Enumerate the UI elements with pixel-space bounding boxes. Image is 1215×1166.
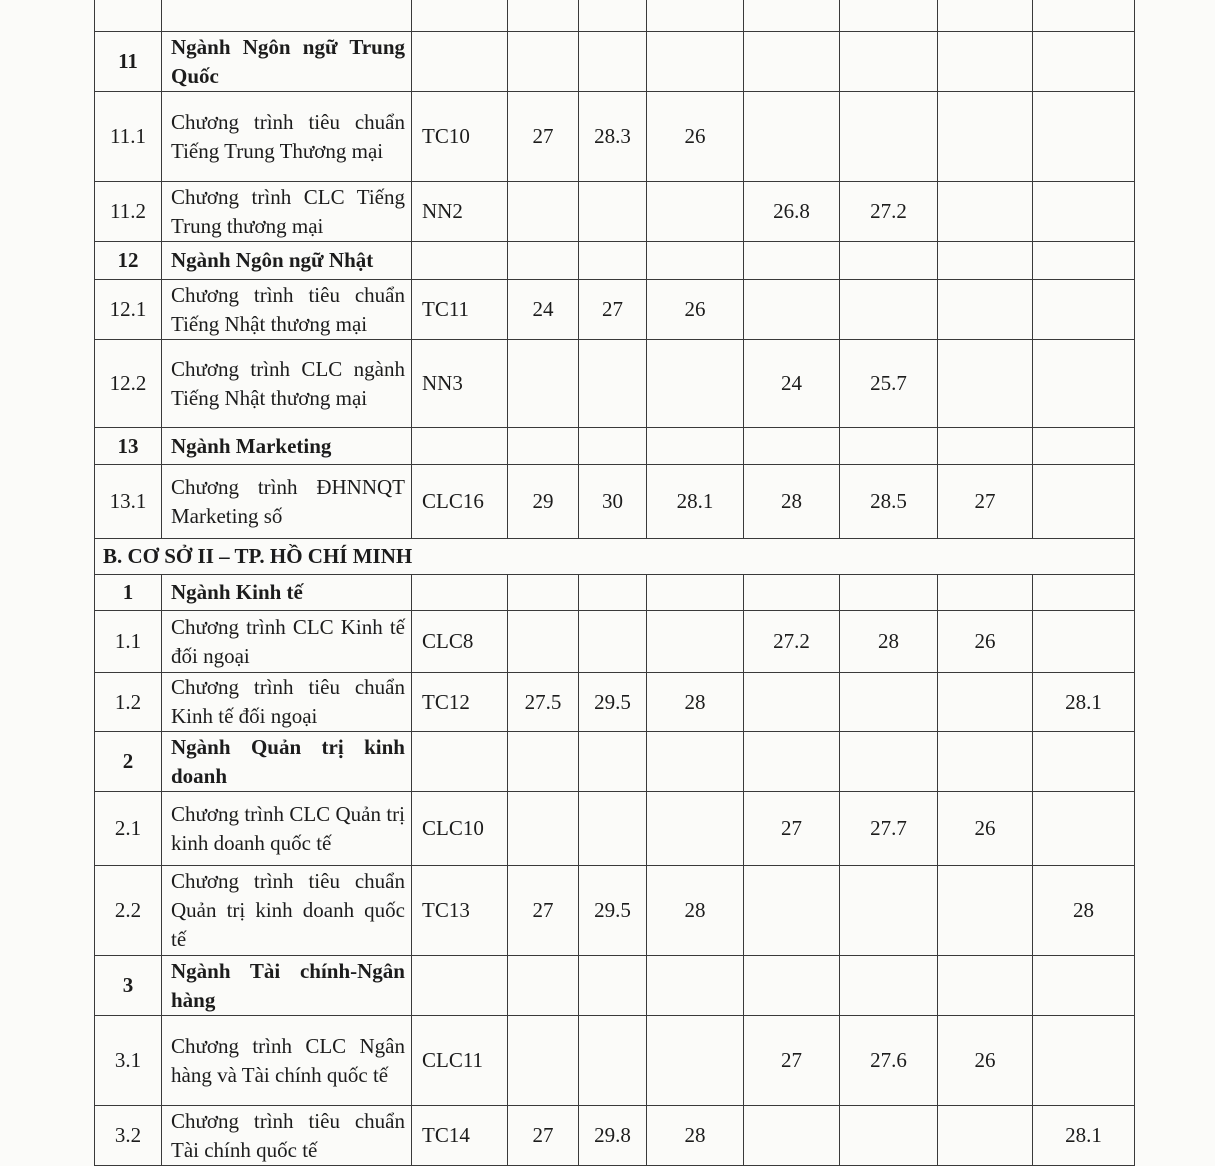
score-cell xyxy=(647,792,744,866)
score-cell xyxy=(938,182,1033,242)
score-cell xyxy=(840,428,938,465)
score-cell: 26.8 xyxy=(744,182,840,242)
score-cell xyxy=(579,242,647,280)
score-cell xyxy=(508,32,579,92)
score-cell: 27 xyxy=(744,1016,840,1106)
score-cell xyxy=(1033,0,1135,32)
score-cell: 28.3 xyxy=(579,92,647,182)
score-cell xyxy=(840,673,938,732)
program-row xyxy=(95,1106,1135,1166)
score-cell xyxy=(744,280,840,340)
score-cell xyxy=(744,0,840,32)
score-cell xyxy=(938,340,1033,428)
score-cell: 29.8 xyxy=(579,1106,647,1166)
major-name: Ngành Ngôn ngữ Nhật xyxy=(162,242,412,280)
score-cell xyxy=(840,866,938,956)
score-cell xyxy=(647,732,744,792)
program-name xyxy=(162,0,412,32)
score-cell xyxy=(840,0,938,32)
score-cell: 27 xyxy=(579,280,647,340)
score-cell: 27.2 xyxy=(840,182,938,242)
score-cell xyxy=(840,956,938,1016)
score-cell xyxy=(579,32,647,92)
table-body xyxy=(95,0,1135,1166)
score-cell xyxy=(938,866,1033,956)
score-cell xyxy=(938,242,1033,280)
program-name: Chương trình CLC Kinh tế đối ngoại xyxy=(162,611,412,673)
score-cell: 28.1 xyxy=(647,465,744,539)
program-code xyxy=(412,956,508,1016)
program-row xyxy=(95,673,1135,732)
program-code: CLC10 xyxy=(412,792,508,866)
score-cell: 27.7 xyxy=(840,792,938,866)
row-number: 11.1 xyxy=(95,92,162,182)
score-cell: 25.7 xyxy=(840,340,938,428)
program-code: CLC16 xyxy=(412,465,508,539)
score-cell: 28 xyxy=(647,866,744,956)
program-name: Chương trình ĐHNNQT Marketing số xyxy=(162,465,412,539)
score-cell: 28 xyxy=(647,1106,744,1166)
score-cell xyxy=(508,428,579,465)
program-code: TC13 xyxy=(412,866,508,956)
score-cell xyxy=(840,32,938,92)
score-cell: 29.5 xyxy=(579,673,647,732)
score-cell xyxy=(1033,340,1135,428)
row-number: 13.1 xyxy=(95,465,162,539)
program-code: TC14 xyxy=(412,1106,508,1166)
score-cell xyxy=(938,1106,1033,1166)
program-name: Chương trình tiêu chuẩn Tài chính quốc tế xyxy=(162,1106,412,1166)
score-cell: 26 xyxy=(938,1016,1033,1106)
score-cell xyxy=(647,428,744,465)
score-cell xyxy=(508,792,579,866)
row-number: 11.2 xyxy=(95,182,162,242)
row-number: 13 xyxy=(95,428,162,465)
program-name: Chương trình CLC Tiếng Trung thương mại xyxy=(162,182,412,242)
major-row xyxy=(95,732,1135,792)
program-name: Chương trình tiêu chuẩn Tiếng Trung Thương mại xyxy=(162,92,412,182)
major-name: Ngành Ngôn ngữ Trung Quốc xyxy=(162,32,412,92)
score-cell xyxy=(647,575,744,611)
score-cell xyxy=(579,611,647,673)
score-cell xyxy=(1033,465,1135,539)
score-cell: 28.5 xyxy=(840,465,938,539)
program-code: NN3 xyxy=(412,340,508,428)
score-cell xyxy=(744,32,840,92)
section-header-row xyxy=(95,539,1135,575)
program-name: Chương trình CLC ngành Tiếng Nhật thương mại xyxy=(162,340,412,428)
score-cell xyxy=(1033,956,1135,1016)
score-cell xyxy=(744,242,840,280)
major-row xyxy=(95,428,1135,465)
row-number: 12 xyxy=(95,242,162,280)
score-cell xyxy=(508,956,579,1016)
score-cell xyxy=(508,242,579,280)
score-cell xyxy=(938,673,1033,732)
score-cell xyxy=(579,956,647,1016)
score-cell xyxy=(1033,182,1135,242)
program-name: Chương trình tiêu chuẩn Quản trị kinh doanh quốc tế xyxy=(162,866,412,956)
score-cell: 26 xyxy=(647,92,744,182)
major-row xyxy=(95,575,1135,611)
score-cell: 27 xyxy=(508,92,579,182)
row-number: 1.1 xyxy=(95,611,162,673)
score-cell xyxy=(579,1016,647,1106)
score-cell: 26 xyxy=(938,611,1033,673)
program-row xyxy=(95,611,1135,673)
score-cell: 28 xyxy=(744,465,840,539)
program-row xyxy=(95,792,1135,866)
program-code: TC10 xyxy=(412,92,508,182)
row-number: 1.2 xyxy=(95,673,162,732)
score-cell: 26 xyxy=(647,280,744,340)
score-cell xyxy=(579,428,647,465)
program-name: Chương trình CLC Ngân hàng và Tài chính quốc tế xyxy=(162,1016,412,1106)
score-cell xyxy=(647,0,744,32)
score-cell: 27.2 xyxy=(744,611,840,673)
score-cell: 24 xyxy=(508,280,579,340)
score-cell xyxy=(840,575,938,611)
score-cell xyxy=(938,575,1033,611)
program-row xyxy=(95,92,1135,182)
row-number: 2.2 xyxy=(95,866,162,956)
row-number: 2 xyxy=(95,732,162,792)
program-name: Chương trình CLC Quản trị kinh doanh quốc tế xyxy=(162,792,412,866)
score-cell xyxy=(579,792,647,866)
score-cell: 27 xyxy=(744,792,840,866)
score-cell xyxy=(579,0,647,32)
major-row xyxy=(95,32,1135,92)
score-cell xyxy=(840,242,938,280)
score-cell xyxy=(1033,1016,1135,1106)
row-number xyxy=(95,0,162,32)
score-cell xyxy=(1033,92,1135,182)
row-number: 12.1 xyxy=(95,280,162,340)
score-cell xyxy=(508,0,579,32)
score-cell xyxy=(744,575,840,611)
program-code xyxy=(412,575,508,611)
score-cell xyxy=(508,340,579,428)
program-row xyxy=(95,866,1135,956)
row-number: 3.2 xyxy=(95,1106,162,1166)
major-name: Ngành Quản trị kinh doanh xyxy=(162,732,412,792)
score-cell xyxy=(938,428,1033,465)
score-cell xyxy=(744,428,840,465)
score-cell xyxy=(647,1016,744,1106)
row-number: 11 xyxy=(95,32,162,92)
score-cell xyxy=(744,673,840,732)
score-cell xyxy=(744,956,840,1016)
program-row xyxy=(95,465,1135,539)
score-cell xyxy=(647,611,744,673)
program-code: TC12 xyxy=(412,673,508,732)
score-cell: 30 xyxy=(579,465,647,539)
score-cell xyxy=(1033,792,1135,866)
row-number: 3 xyxy=(95,956,162,1016)
score-cell xyxy=(1033,575,1135,611)
score-cell xyxy=(508,611,579,673)
row-number: 1 xyxy=(95,575,162,611)
row-number: 12.2 xyxy=(95,340,162,428)
row-number: 3.1 xyxy=(95,1016,162,1106)
score-cell xyxy=(840,280,938,340)
major-row xyxy=(95,956,1135,1016)
program-row xyxy=(95,280,1135,340)
score-cell xyxy=(508,182,579,242)
program-code: CLC8 xyxy=(412,611,508,673)
score-cell: 27 xyxy=(938,465,1033,539)
admission-scores-table xyxy=(94,0,1135,1166)
program-code xyxy=(412,428,508,465)
section-title: B. CƠ SỞ II – TP. HỒ CHÍ MINH xyxy=(95,539,1135,575)
score-cell: 29.5 xyxy=(579,866,647,956)
program-row xyxy=(95,1016,1135,1106)
program-code: TC11 xyxy=(412,280,508,340)
score-cell: 29 xyxy=(508,465,579,539)
score-cell xyxy=(647,182,744,242)
row-number: 2.1 xyxy=(95,792,162,866)
score-cell xyxy=(938,732,1033,792)
score-cell: 27 xyxy=(508,1106,579,1166)
major-name: Ngành Tài chính-Ngân hàng xyxy=(162,956,412,1016)
score-cell xyxy=(744,732,840,792)
score-cell xyxy=(647,956,744,1016)
score-cell xyxy=(938,0,1033,32)
score-cell xyxy=(938,92,1033,182)
score-cell xyxy=(1033,428,1135,465)
score-cell xyxy=(579,340,647,428)
major-row xyxy=(95,242,1135,280)
major-name: Ngành Kinh tế xyxy=(162,575,412,611)
program-code xyxy=(412,32,508,92)
program-row xyxy=(95,340,1135,428)
score-cell xyxy=(744,866,840,956)
score-cell xyxy=(840,1106,938,1166)
score-cell xyxy=(647,340,744,428)
score-cell: 26 xyxy=(938,792,1033,866)
score-cell xyxy=(840,92,938,182)
score-cell xyxy=(508,575,579,611)
score-cell xyxy=(938,32,1033,92)
score-cell xyxy=(1033,242,1135,280)
score-cell: 28.1 xyxy=(1033,1106,1135,1166)
score-cell xyxy=(579,732,647,792)
score-cell xyxy=(508,1016,579,1106)
program-name: Chương trình tiêu chuẩn Kinh tế đối ngoại xyxy=(162,673,412,732)
score-cell xyxy=(647,32,744,92)
program-name: Chương trình tiêu chuẩn Tiếng Nhật thương mại xyxy=(162,280,412,340)
program-row xyxy=(95,0,1135,32)
program-row xyxy=(95,182,1135,242)
score-cell: 24 xyxy=(744,340,840,428)
score-cell xyxy=(1033,32,1135,92)
score-cell xyxy=(744,92,840,182)
score-cell: 28 xyxy=(647,673,744,732)
score-cell: 27.6 xyxy=(840,1016,938,1106)
score-cell: 28 xyxy=(840,611,938,673)
score-cell: 27 xyxy=(508,866,579,956)
program-code xyxy=(412,242,508,280)
score-cell xyxy=(1033,732,1135,792)
score-cell xyxy=(508,732,579,792)
score-cell xyxy=(938,280,1033,340)
score-cell xyxy=(1033,280,1135,340)
score-cell xyxy=(579,575,647,611)
score-cell: 28.1 xyxy=(1033,673,1135,732)
program-code xyxy=(412,0,508,32)
program-code: NN2 xyxy=(412,182,508,242)
score-cell xyxy=(647,242,744,280)
score-cell xyxy=(579,182,647,242)
score-cell xyxy=(1033,611,1135,673)
score-cell xyxy=(744,1106,840,1166)
major-name: Ngành Marketing xyxy=(162,428,412,465)
program-code xyxy=(412,732,508,792)
score-cell: 27.5 xyxy=(508,673,579,732)
program-code: CLC11 xyxy=(412,1016,508,1106)
score-cell: 28 xyxy=(1033,866,1135,956)
score-cell xyxy=(938,956,1033,1016)
score-cell xyxy=(840,732,938,792)
